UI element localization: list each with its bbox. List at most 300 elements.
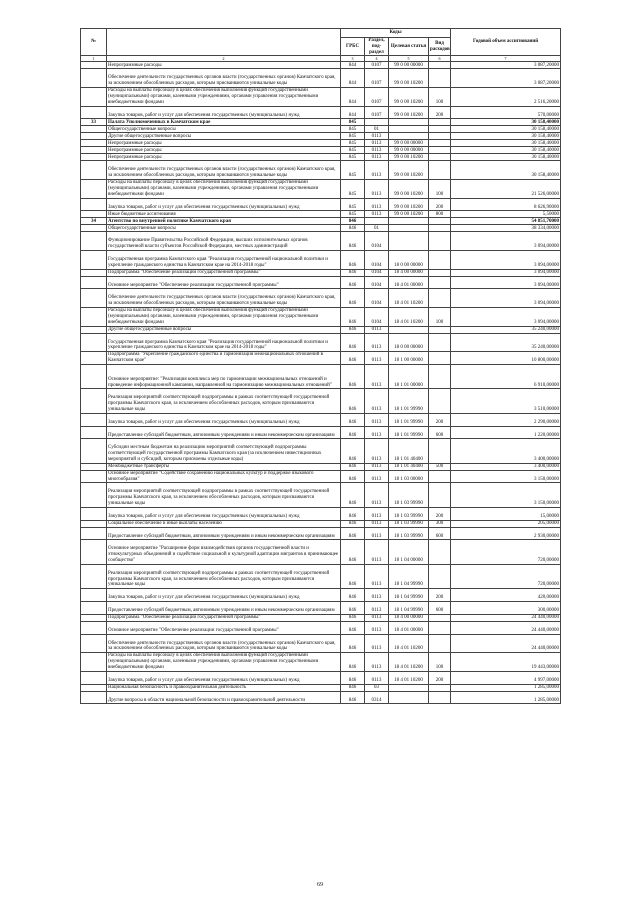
row-target: 18 4 01 10200 <box>389 653 429 672</box>
row-name: Закупка товаров, работ и услуг для обеспечения государственных (муниципальных) нужд <box>107 413 341 426</box>
header-name <box>107 29 341 56</box>
row-name: Закупка товаров, работ и услуг для обеспечения государственных (муниципальных) нужд <box>107 106 341 119</box>
row-grbs: 846 <box>341 326 365 333</box>
row-section: 0107 <box>365 62 389 69</box>
header-codes: Коды <box>341 29 451 38</box>
row-expense-type: 600 <box>429 426 451 439</box>
row-target <box>389 218 429 225</box>
row-grbs: 846 <box>341 507 365 520</box>
row-section: 0113 <box>365 161 389 180</box>
row-amount: 3 087,20000 <box>451 62 561 69</box>
row-number <box>81 352 107 365</box>
row-amount: 1 285,00000 <box>451 691 561 704</box>
row-grbs: 846 <box>341 463 365 470</box>
row-target: 18 1 03 99990 <box>389 483 429 507</box>
row-number <box>81 106 107 119</box>
row-target: 18 1 01 40400 <box>389 439 429 463</box>
row-number <box>81 276 107 289</box>
header-expense-type: Вид расходов <box>429 38 451 56</box>
row-number <box>81 179 107 198</box>
table-row <box>81 161 561 180</box>
row-section: 0113 <box>365 326 389 333</box>
row-target: 18 1 03 99990 <box>389 507 429 520</box>
row-grbs: 845 <box>341 161 365 180</box>
row-amount: 30 158,40000 <box>451 126 561 133</box>
row-amount: 720,00000 <box>451 540 561 564</box>
row-target: 18 1 01 99990 <box>389 426 429 439</box>
row-target <box>389 225 429 232</box>
table-row <box>81 225 561 232</box>
row-amount: 24 440,00000 <box>451 614 561 621</box>
row-number <box>81 198 107 211</box>
row-section: 0113 <box>365 352 389 365</box>
row-amount: 24 440,00000 <box>451 621 561 634</box>
row-grbs: 845 <box>341 154 365 161</box>
row-name: Субсидии местным бюджетам на реализацию мероприятий соответствующей подпрограммы соответствующей государственной программы Камчатского края (за исключением инвестиционных мероприятий и субсидий, которым присвоены отдельные коды) <box>107 439 341 463</box>
row-expense-type <box>429 250 451 269</box>
row-name: Основное мероприятие "Обеспечение реализации государственной программы" <box>107 276 341 289</box>
row-section: 0113 <box>365 634 389 653</box>
row-grbs: 846 <box>341 634 365 653</box>
table-row <box>81 119 561 126</box>
row-name: Обеспечение деятельности государственных органов власти (государственных органов) Камчатского края, за исключением обособленных расходов, которым присваиваются уникальные коды <box>107 161 341 180</box>
row-grbs: 845 <box>341 147 365 154</box>
row-name: Обеспечение деятельности государственных органов власти (государственных органов) Камчатского края, за исключением обособленных расходов, которым присваиваются уникальные коды <box>107 69 341 88</box>
row-amount: 420,00000 <box>451 589 561 602</box>
table-row <box>81 87 561 106</box>
row-name: Социальное обеспечение и иные выплаты населению <box>107 520 341 527</box>
row-target: 18 4 01 10200 <box>389 634 429 653</box>
table-row <box>81 62 561 69</box>
row-number <box>81 289 107 308</box>
row-section: 0113 <box>365 527 389 540</box>
table-row <box>81 154 561 161</box>
table-row <box>81 527 561 540</box>
row-number <box>81 483 107 507</box>
row-name: Агентство по внутренней политике Камчатского края <box>107 218 341 225</box>
budget-table <box>80 28 561 704</box>
row-grbs: 846 <box>341 439 365 463</box>
row-section: 0113 <box>365 154 389 161</box>
row-target: 18 1 04 99990 <box>389 602 429 615</box>
table-row <box>81 653 561 672</box>
row-section: 0113 <box>365 426 389 439</box>
table-row <box>81 413 561 426</box>
row-grbs: 845 <box>341 211 365 218</box>
row-expense-type <box>429 389 451 413</box>
table-row <box>81 621 561 634</box>
row-target <box>389 133 429 140</box>
row-section: 0113 <box>365 463 389 470</box>
row-expense-type <box>429 69 451 88</box>
row-grbs: 846 <box>341 289 365 308</box>
row-target: 18 4 01 10200 <box>389 307 429 326</box>
row-name: Основное мероприятие "Расширение форм взаимодействия органов государственной власти и этнокультурных объединений и содействие социальной и культурной адаптации мигрантов в принимающее сообщество" <box>107 540 341 564</box>
row-amount: 3 150,00000 <box>451 470 561 483</box>
row-target: 18 4 01 00000 <box>389 276 429 289</box>
row-name: Основное мероприятие: "Реализация комплекса мер по гармонизации межнациональных отношений и проведение информационной кампании, направленной на гармонизацию межнациональных отношений" <box>107 364 341 388</box>
row-expense-type <box>429 161 451 180</box>
row-section: 0104 <box>365 232 389 251</box>
row-grbs: 846 <box>341 218 365 225</box>
row-grbs: 844 <box>341 87 365 106</box>
row-name: Реализация мероприятий соответствующей подпрограммы в рамках соответствующей государственной программы Камчатского края, за исключением обособленных расходов, которым присваиваются уникальные коды <box>107 389 341 413</box>
row-grbs: 846 <box>341 225 365 232</box>
column-number: 3 <box>341 56 365 62</box>
row-grbs: 846 <box>341 671 365 684</box>
row-section: 0113 <box>365 211 389 218</box>
row-number <box>81 653 107 672</box>
row-expense-type: 200 <box>429 198 451 211</box>
row-grbs: 846 <box>341 333 365 352</box>
row-amount: 30 158,40000 <box>451 154 561 161</box>
row-number <box>81 147 107 154</box>
row-section: 0113 <box>365 147 389 154</box>
row-number: 33 <box>81 119 107 126</box>
row-target: 18 4 01 00000 <box>389 621 429 634</box>
row-grbs: 846 <box>341 614 365 621</box>
table-row <box>81 352 561 365</box>
row-number <box>81 389 107 413</box>
row-grbs: 846 <box>341 527 365 540</box>
row-name: Непрограммные расходы <box>107 140 341 147</box>
table-row <box>81 634 561 653</box>
row-name: Подпрограмма "Обеспечение реализации государственной программы" <box>107 269 341 276</box>
row-number <box>81 621 107 634</box>
row-grbs: 846 <box>341 364 365 388</box>
row-amount: 3 094,00000 <box>451 307 561 326</box>
page-number: 69 <box>317 882 323 888</box>
row-target: 18 4 00 00000 <box>389 269 429 276</box>
row-grbs: 846 <box>341 276 365 289</box>
row-name: Непрограммные расходы <box>107 154 341 161</box>
row-section: 0104 <box>365 289 389 308</box>
row-expense-type <box>429 232 451 251</box>
row-name: Закупка товаров, работ и услуг для обеспечения государственных (муниципальных) нужд <box>107 589 341 602</box>
row-name: Основное мероприятие "Содействие сохранению национальных культур и поддержке языкового многообразия" <box>107 470 341 483</box>
row-target: 99 0 00 00000 <box>389 62 429 69</box>
row-name: Обеспечение деятельности государственных органов власти (государственных органов) Камчатского края, за исключением обособленных расходов, которым присваиваются уникальные коды <box>107 634 341 653</box>
row-name: Палата Уполномоченных в Камчатском крае <box>107 119 341 126</box>
row-grbs: 846 <box>341 352 365 365</box>
row-amount: 30 158,40000 <box>451 161 561 180</box>
row-number <box>81 463 107 470</box>
row-amount: 35 240,00000 <box>451 333 561 352</box>
row-name: Государственная программа Камчатского края "Реализация государственной национальной политики и укрепление гражданского единства в Камчатском крае на 2014-2018 годы" <box>107 333 341 352</box>
row-grbs: 846 <box>341 602 365 615</box>
row-expense-type <box>429 147 451 154</box>
row-expense-type <box>429 540 451 564</box>
table-row <box>81 250 561 269</box>
row-expense-type: 600 <box>429 527 451 540</box>
row-section: 0104 <box>365 276 389 289</box>
row-expense-type <box>429 621 451 634</box>
row-section: 0113 <box>365 589 389 602</box>
row-number <box>81 520 107 527</box>
row-grbs: 846 <box>341 389 365 413</box>
row-number <box>81 602 107 615</box>
row-name: Расходы на выплаты персоналу в целях обеспечения выполнения функций государственными (муниципальными) органами, казенными учреждениями, органами управления государственными внебюджетными фондами <box>107 179 341 198</box>
table-row <box>81 507 561 520</box>
row-amount: 3 094,00000 <box>451 269 561 276</box>
row-name: Предоставление субсидий бюджетным, автономным учреждениям и иным некоммерческим организациям <box>107 527 341 540</box>
row-target: 99 0 00 00000 <box>389 140 429 147</box>
row-name: Общегосударственные вопросы <box>107 126 341 133</box>
row-target: 18 0 00 00000 <box>389 333 429 352</box>
row-name: Предоставление субсидий бюджетным, автономным учреждениям и иным некоммерческим организациям <box>107 426 341 439</box>
table-row <box>81 289 561 308</box>
row-grbs: 846 <box>341 589 365 602</box>
row-target: 99 0 00 00000 <box>389 147 429 154</box>
row-expense-type: 500 <box>429 463 451 470</box>
row-expense-type <box>429 634 451 653</box>
row-number <box>81 250 107 269</box>
row-grbs: 846 <box>341 691 365 704</box>
row-number <box>81 87 107 106</box>
row-number <box>81 507 107 520</box>
row-target: 99 0 00 10200 <box>389 179 429 198</box>
row-number <box>81 413 107 426</box>
table-row <box>81 269 561 276</box>
row-name: Функционирование Правительства Российской Федерации, высших исполнительных органов государственной власти субъектов Российской Федерации, местных администраций <box>107 232 341 251</box>
row-section: 0113 <box>365 564 389 588</box>
row-number <box>81 154 107 161</box>
row-name: Расходы на выплаты персоналу в целях обеспечения выполнения функций государственными (муниципальными) органами, казенными учреждениями, органами управления государственными внебюджетными фондами <box>107 307 341 326</box>
row-section: 0113 <box>365 602 389 615</box>
row-number <box>81 540 107 564</box>
table-row <box>81 540 561 564</box>
row-amount: 3 400,00000 <box>451 463 561 470</box>
row-name: Закупка товаров, работ и услуг для обеспечения государственных (муниципальных) нужд <box>107 198 341 211</box>
row-amount: 19 443,00000 <box>451 653 561 672</box>
row-grbs: 845 <box>341 198 365 211</box>
row-number <box>81 439 107 463</box>
row-number <box>81 671 107 684</box>
row-number <box>81 589 107 602</box>
row-grbs: 844 <box>341 62 365 69</box>
row-target <box>389 119 429 126</box>
row-number <box>81 62 107 69</box>
row-amount: 205,00000 <box>451 520 561 527</box>
row-expense-type <box>429 564 451 588</box>
table-row <box>81 106 561 119</box>
table-row <box>81 564 561 588</box>
row-amount: 3 094,00000 <box>451 232 561 251</box>
row-name: Закупка товаров, работ и услуг для обеспечения государственных (муниципальных) нужд <box>107 671 341 684</box>
table-row <box>81 364 561 388</box>
row-expense-type: 100 <box>429 179 451 198</box>
row-section: 01 <box>365 126 389 133</box>
row-target: 18 4 01 10200 <box>389 671 429 684</box>
row-target: 99 0 00 10200 <box>389 106 429 119</box>
row-number <box>81 684 107 691</box>
row-grbs: 846 <box>341 653 365 672</box>
table-row <box>81 684 561 691</box>
table-row <box>81 333 561 352</box>
row-amount: 38 334,00000 <box>451 225 561 232</box>
row-amount: 21 526,00000 <box>451 179 561 198</box>
row-name: Непрограммные расходы <box>107 62 341 69</box>
row-amount: 6 910,00000 <box>451 364 561 388</box>
table-body <box>81 62 561 704</box>
row-target: 99 0 00 10200 <box>389 69 429 88</box>
row-name: Закупка товаров, работ и услуг для обеспечения государственных (муниципальных) нужд <box>107 507 341 520</box>
row-amount: 30 158,40000 <box>451 119 561 126</box>
row-amount: 3 510,00000 <box>451 389 561 413</box>
column-number: 5 <box>389 56 429 62</box>
row-number <box>81 69 107 88</box>
row-target <box>389 326 429 333</box>
table-row <box>81 439 561 463</box>
row-amount: 4 997,00000 <box>451 671 561 684</box>
row-section: 0113 <box>365 470 389 483</box>
row-number <box>81 564 107 588</box>
row-grbs: 845 <box>341 140 365 147</box>
row-amount: 8 626,90000 <box>451 198 561 211</box>
table-row <box>81 691 561 704</box>
row-target: 18 1 04 99990 <box>389 564 429 588</box>
row-expense-type <box>429 333 451 352</box>
row-target: 99 0 00 10200 <box>389 154 429 161</box>
table-row <box>81 218 561 225</box>
table-row <box>81 147 561 154</box>
row-target <box>389 684 429 691</box>
row-section: 0104 <box>365 307 389 326</box>
row-expense-type <box>429 126 451 133</box>
row-target: 99 0 00 10200 <box>389 211 429 218</box>
document-page <box>80 28 560 704</box>
row-section: 0113 <box>365 520 389 527</box>
row-name: Национальная безопасность и правоохранительная деятельность <box>107 684 341 691</box>
row-section: 0113 <box>365 333 389 352</box>
row-section: 0107 <box>365 87 389 106</box>
table-row <box>81 126 561 133</box>
row-section: 0113 <box>365 540 389 564</box>
row-section: 01 <box>365 225 389 232</box>
row-expense-type <box>429 470 451 483</box>
row-expense-type: 800 <box>429 211 451 218</box>
row-expense-type: 600 <box>429 602 451 615</box>
row-number <box>81 211 107 218</box>
row-grbs: 846 <box>341 269 365 276</box>
header-section: Раздел, под-раздел <box>365 38 389 56</box>
row-name: Другие общегосударственные вопросы <box>107 326 341 333</box>
row-expense-type <box>429 326 451 333</box>
table-row <box>81 232 561 251</box>
row-section: 0113 <box>365 483 389 507</box>
header-grbs: ГРБС <box>341 38 365 56</box>
row-target: 18 1 01 00000 <box>389 364 429 388</box>
row-name: Государственная программа Камчатского края "Реализация государственной национальной политики и укрепление гражданского единства в Камчатском крае на 2014-2018 годы" <box>107 250 341 269</box>
row-number <box>81 333 107 352</box>
row-expense-type <box>429 62 451 69</box>
row-grbs: 846 <box>341 540 365 564</box>
row-section: 0113 <box>365 389 389 413</box>
row-number <box>81 470 107 483</box>
row-section: 03 <box>365 684 389 691</box>
row-name: Непрограммные расходы <box>107 147 341 154</box>
row-section: 0113 <box>365 621 389 634</box>
header-number: № <box>81 29 107 56</box>
row-amount: 30 158,40000 <box>451 147 561 154</box>
row-expense-type <box>429 154 451 161</box>
row-grbs: 844 <box>341 106 365 119</box>
row-section: 0107 <box>365 106 389 119</box>
row-grbs: 845 <box>341 126 365 133</box>
row-name: Расходы на выплаты персоналу в целях обеспечения выполнения функций государственными (муниципальными) органами, казенными учреждениями, органами управления государственными внебюджетными фондами <box>107 87 341 106</box>
row-number <box>81 691 107 704</box>
table-row <box>81 470 561 483</box>
row-section: 0113 <box>365 439 389 463</box>
table-row <box>81 133 561 140</box>
row-expense-type <box>429 269 451 276</box>
row-expense-type <box>429 614 451 621</box>
row-target: 18 1 00 00000 <box>389 352 429 365</box>
row-name: Другие общегосударственные вопросы <box>107 133 341 140</box>
table-row <box>81 179 561 198</box>
row-target: 18 1 01 99990 <box>389 413 429 426</box>
row-expense-type: 200 <box>429 671 451 684</box>
row-expense-type <box>429 225 451 232</box>
row-number <box>81 140 107 147</box>
row-target: 18 1 03 00000 <box>389 470 429 483</box>
row-expense-type: 200 <box>429 413 451 426</box>
column-number: 2 <box>107 56 341 62</box>
row-name: Общегосударственные вопросы <box>107 225 341 232</box>
row-expense-type: 300 <box>429 520 451 527</box>
row-section: 0113 <box>365 413 389 426</box>
row-expense-type <box>429 684 451 691</box>
row-target: 18 1 03 99990 <box>389 520 429 527</box>
row-target: 18 1 04 00000 <box>389 540 429 564</box>
row-section: 0104 <box>365 250 389 269</box>
row-amount: 3 400,00000 <box>451 439 561 463</box>
row-expense-type <box>429 364 451 388</box>
row-expense-type <box>429 133 451 140</box>
row-number <box>81 426 107 439</box>
row-number <box>81 614 107 621</box>
row-target: 18 1 01 40400 <box>389 463 429 470</box>
row-expense-type <box>429 119 451 126</box>
row-grbs: 846 <box>341 564 365 588</box>
row-grbs: 846 <box>341 307 365 326</box>
row-target: 18 4 01 10200 <box>389 289 429 308</box>
table-row <box>81 326 561 333</box>
row-grbs: 845 <box>341 179 365 198</box>
table-row <box>81 426 561 439</box>
row-amount: 1 285,00000 <box>451 684 561 691</box>
row-number <box>81 527 107 540</box>
table-row <box>81 463 561 470</box>
row-expense-type: 100 <box>429 87 451 106</box>
row-target <box>389 126 429 133</box>
row-grbs: 844 <box>341 69 365 88</box>
row-name: Подпрограмма "Укрепление гражданского единства и гармонизация межнациональных отношений в Камчатском крае" <box>107 352 341 365</box>
column-number: 4 <box>365 56 389 62</box>
row-amount: 2 290,00000 <box>451 413 561 426</box>
row-section: 0113 <box>365 179 389 198</box>
table-row <box>81 483 561 507</box>
row-section: 0113 <box>365 133 389 140</box>
row-amount: 5,50000 <box>451 211 561 218</box>
row-number <box>81 126 107 133</box>
row-grbs: 846 <box>341 250 365 269</box>
row-section: 0113 <box>365 671 389 684</box>
row-expense-type: 200 <box>429 589 451 602</box>
row-amount: 24 440,00000 <box>451 634 561 653</box>
row-amount: 2 516,20000 <box>451 87 561 106</box>
row-amount: 3 094,00000 <box>451 289 561 308</box>
